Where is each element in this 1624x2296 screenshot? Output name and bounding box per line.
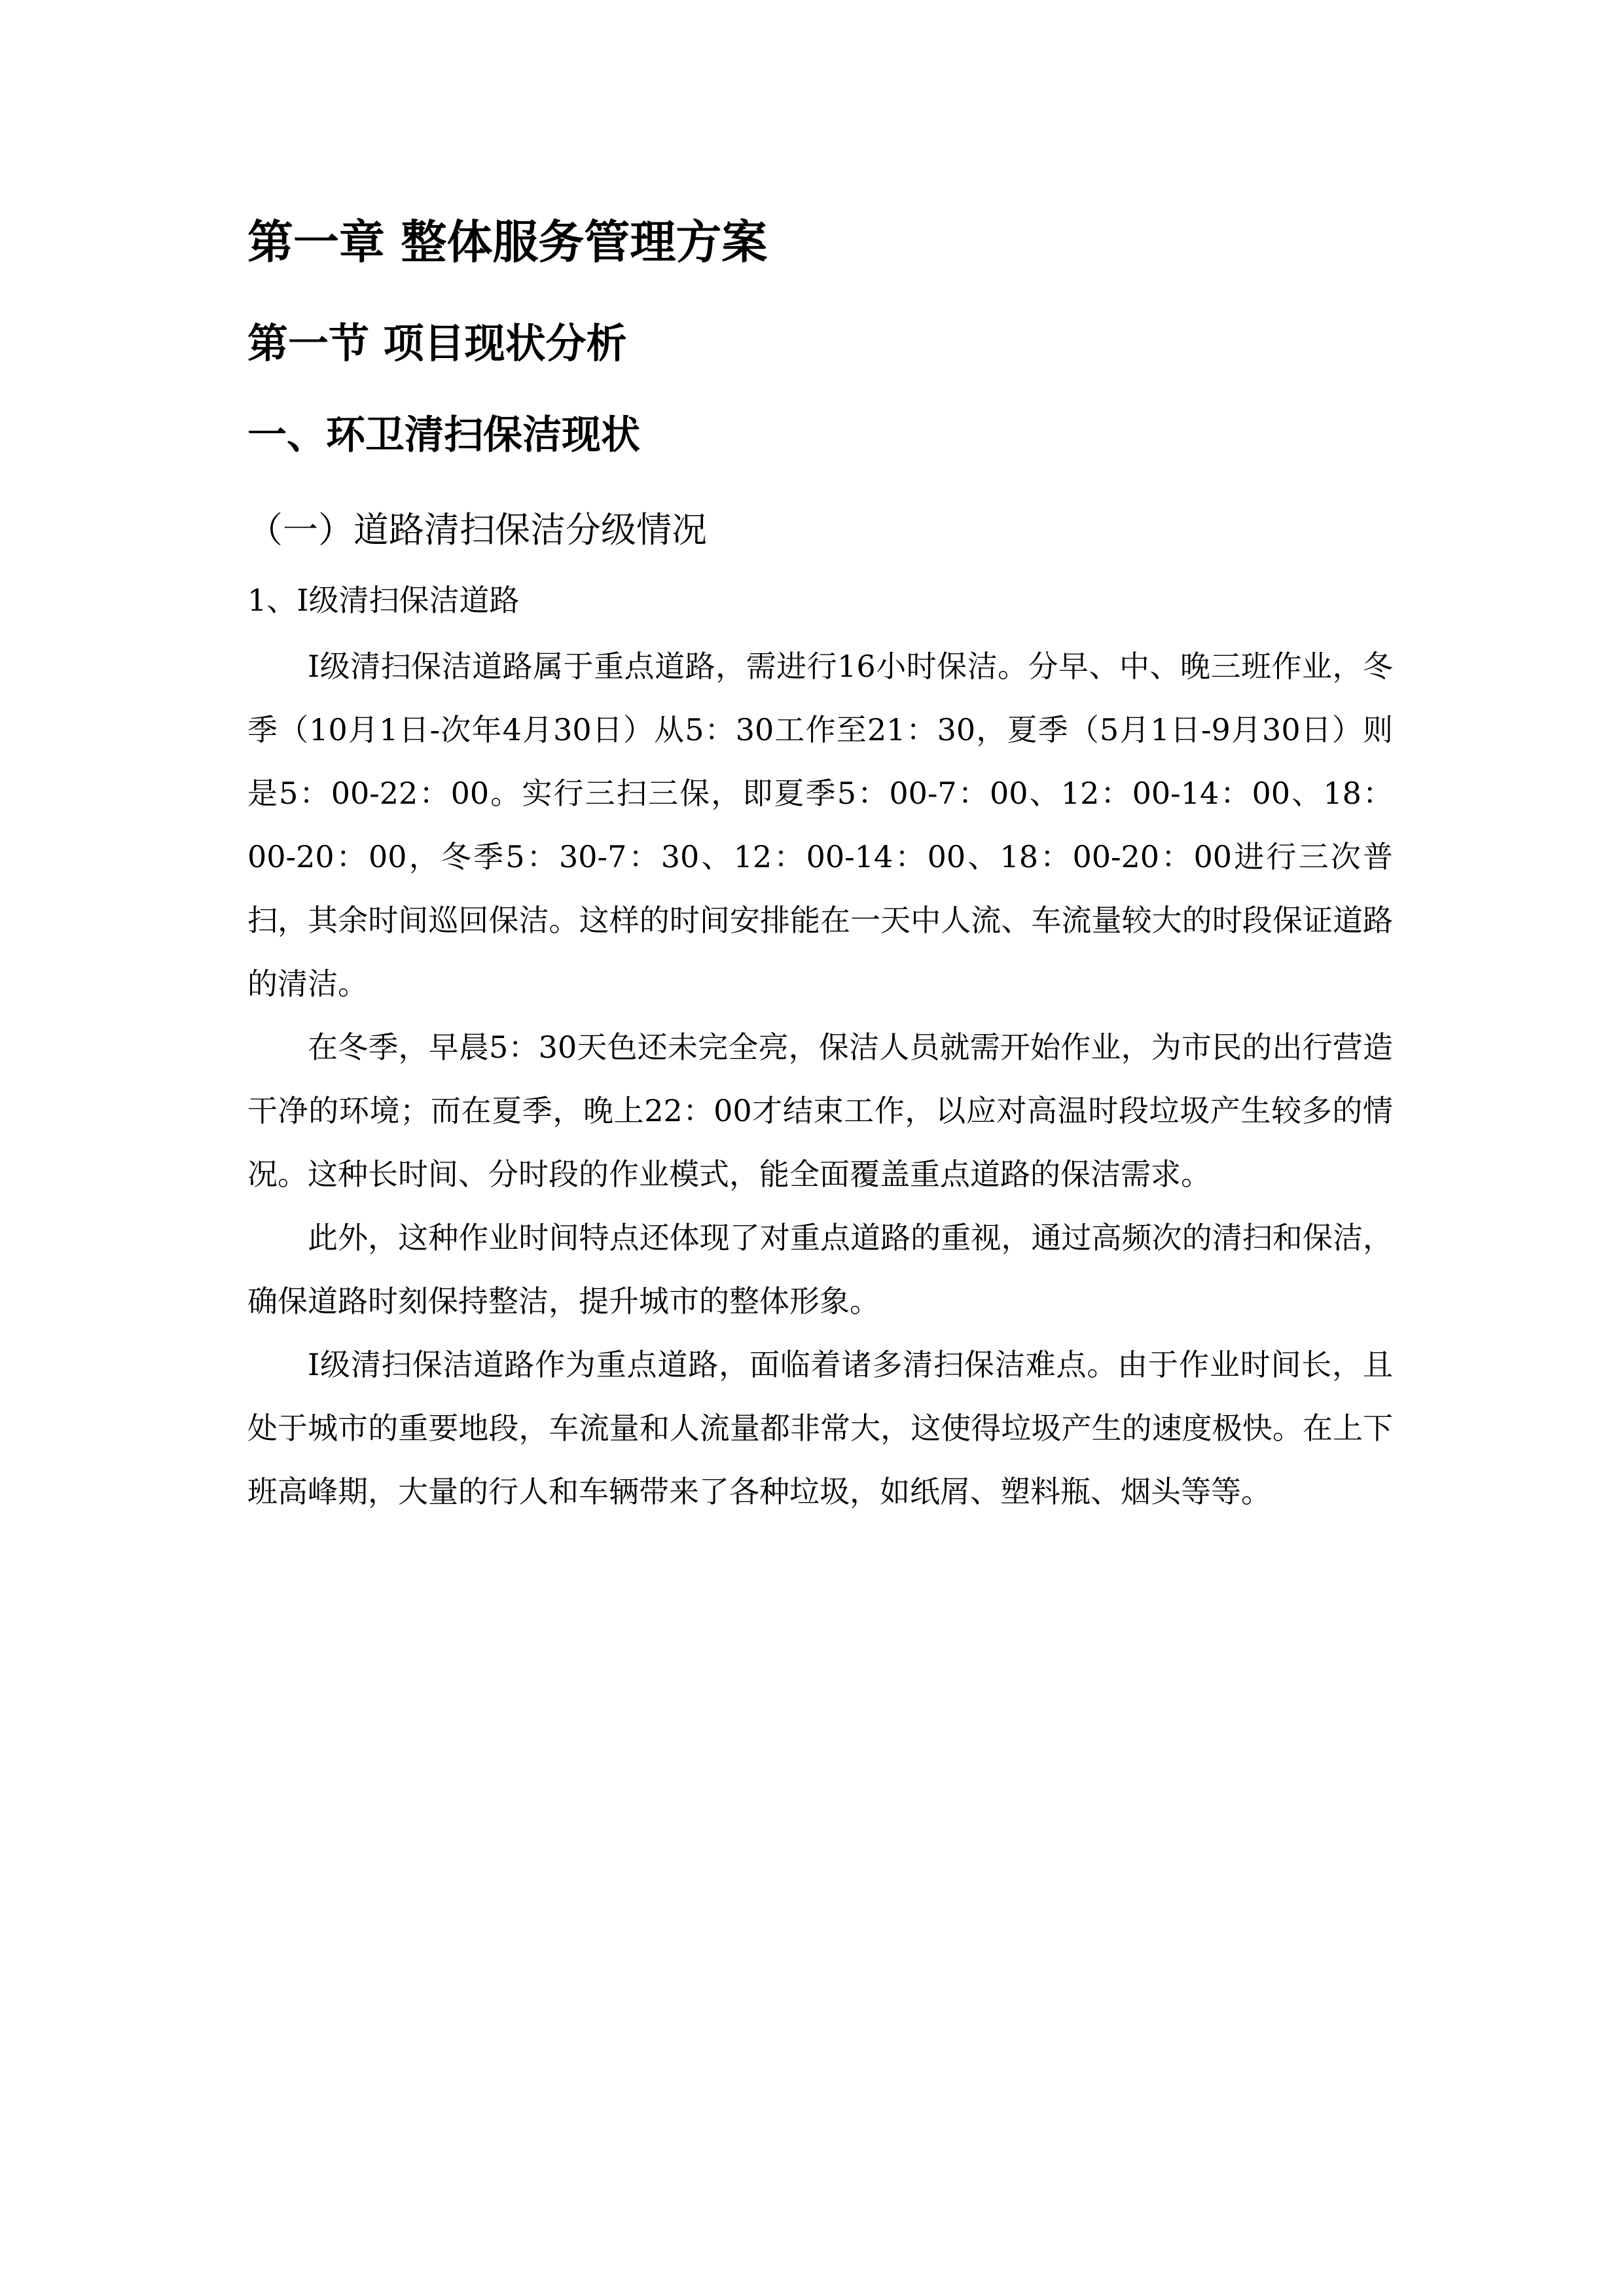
item-title: 1、Ⅰ级清扫保洁道路	[247, 583, 520, 618]
paragraph-2: 在冬季，早晨5：30天色还未完全亮，保洁人员就需开始作业，为市民的出行营造干净的环境；而在夏季，晚上22：00才结束工作，以应对高温时段垃圾产生较多的情况。这种长时间、分时段的作业模式，能全面覆盖重点道路的保洁需求。	[247, 1030, 1393, 1192]
paragraph-1: Ⅰ级清扫保洁道路属于重点道路，需进行16小时保洁。分早、中、晚三班作业，冬季（10月1日-次年4月30日）从5：30工作至21：30，夏季（5月1日-9月30日）则是5：00-22：00。实行三扫三保，即夏季5：00-7：00、12：00-14：00、18：00-20：00，冬季5：30-7：30、12：00-14：00、18：00-20：00进行三次普扫，其余时间巡回保洁。这样的时间安排能在一天中人流、车流量较大的时段保证道路的清洁。	[247, 649, 1393, 1001]
paragraph-3: 此外，这种作业时间特点还体现了对重点道路的重视，通过高频次的清扫和保洁，确保道路时刻保持整洁，提升城市的整体形象。	[247, 1220, 1393, 1319]
paragraph-4: Ⅰ级清扫保洁道路作为重点道路，面临着诸多清扫保洁难点。由于作业时间长，且处于城市的重要地段，车流量和人流量都非常大，这使得垃圾产生的速度极快。在上下班高峰期，大量的行人和车辆带来了各种垃圾，如纸屑、塑料瓶、烟头等等。	[247, 1347, 1393, 1509]
chapter-title: 第一章 整体服务管理方案	[247, 215, 768, 269]
subsection-title: 一、环卫清扫保洁现状	[247, 412, 640, 458]
document-body	[247, 209, 1393, 1524]
section-title: 第一节 项目现状分析	[247, 319, 627, 367]
sub-subsection-title: （一）道路清扫保洁分级情况	[247, 509, 707, 550]
